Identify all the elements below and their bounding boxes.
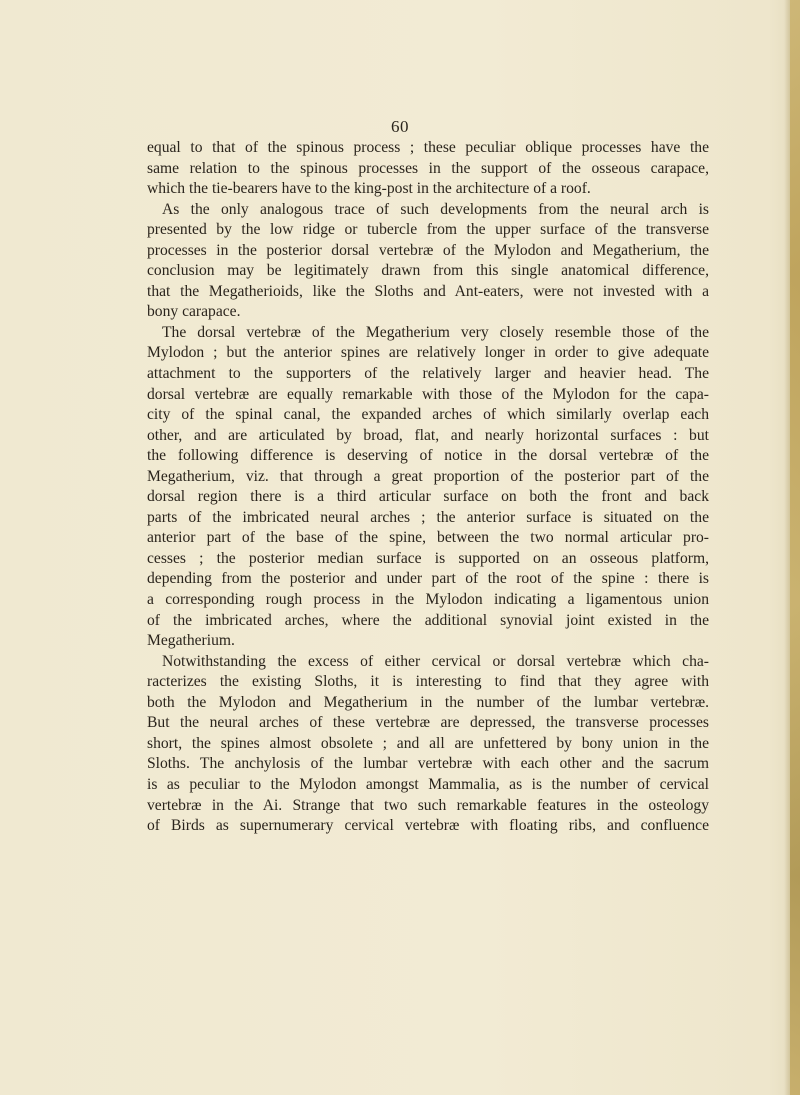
text-line: equal to that of the spinous process ; these peculiar oblique processes have the — [147, 139, 709, 156]
text-line: Megatherium. — [147, 632, 235, 650]
text-line: conclusion may be legitimately drawn from this single anatomical difference, — [147, 262, 709, 280]
text-line: The dorsal vertebræ of the Megatherium very closely resemble those of the — [162, 323, 709, 341]
text-line: attachment to the supporters of the relatively larger and heavier head. The — [147, 365, 709, 383]
text-line: Notwithstanding the excess of either cervical or dorsal vertebræ which cha- — [162, 652, 709, 670]
text-line: both the Mylodon and Megatherium in the number of the lumbar vertebræ. — [147, 693, 709, 711]
text-line: But the neural arches of these vertebræ are depressed, the transverse processes — [147, 714, 709, 732]
text-line: short, the spines almost obsolete ; and all are unfettered by bony union in the — [147, 734, 709, 752]
text-line: bony carapace. — [147, 303, 241, 321]
text-line: dorsal region there is a third articular surface on both the front and back — [147, 488, 709, 506]
text-line: that the Megatherioids, like the Sloths and Ant-eaters, were not invested with a — [147, 282, 709, 300]
text-line: same relation to the spinous processes in the support of the osseous carapace, — [147, 159, 709, 177]
text-line: Megatherium, viz. that through a great proportion of the posterior part of the — [147, 467, 709, 485]
body-text — [147, 138, 709, 837]
text-line: vertebræ in the Ai. Strange that two such remarkable features in the osteology — [147, 796, 709, 814]
text-line: Sloths. The anchylosis of the lumbar vertebræ with each other and the sacrum — [147, 755, 709, 773]
text-line: Mylodon ; but the anterior spines are relatively longer in order to give adequate — [147, 344, 709, 362]
text-line: of the imbricated arches, where the additional synovial joint existed in the — [147, 611, 709, 629]
page-edge-strip — [790, 0, 800, 1095]
text-line: dorsal vertebræ are equally remarkable with those of the Mylodon for the capa- — [147, 385, 709, 403]
text-line: racterizes the existing Sloths, it is interesting to find that they agree with — [147, 673, 709, 691]
text-line: depending from the posterior and under part of the root of the spine : there is — [147, 570, 709, 588]
text-line: other, and are articulated by broad, flat, and nearly horizontal surfaces : but — [147, 426, 709, 444]
text-line: is as peculiar to the Mylodon amongst Mammalia, as is the number of cervical — [147, 775, 709, 793]
text-line: cesses ; the posterior median surface is supported on an osseous platform, — [147, 549, 709, 567]
text-line: city of the spinal canal, the expanded arches of which similarly overlap each — [147, 406, 709, 424]
text-line: of Birds as supernumerary cervical vertebræ with floating ribs, and confluence — [147, 817, 709, 835]
text-line: a corresponding rough process in the Mylodon indicating a ligamentous union — [147, 591, 709, 609]
text-line: parts of the imbricated neural arches ; the anterior surface is situated on the — [147, 508, 709, 526]
text-line: presented by the low ridge or tubercle from the upper surface of the transverse — [147, 221, 709, 239]
text-line: processes in the posterior dorsal vertebræ of the Mylodon and Megatherium, the — [147, 241, 709, 259]
text-line: anterior part of the base of the spine, between the two normal articular pro- — [147, 529, 709, 547]
text-line: the following difference is deserving of notice in the dorsal vertebræ of the — [147, 447, 709, 465]
text-line: As the only analogous trace of such developments from the neural arch is — [162, 200, 709, 218]
text-line: which the tie-bearers have to the king-post in the architecture of a roof. — [147, 180, 591, 198]
page-number: 60 — [391, 117, 409, 136]
